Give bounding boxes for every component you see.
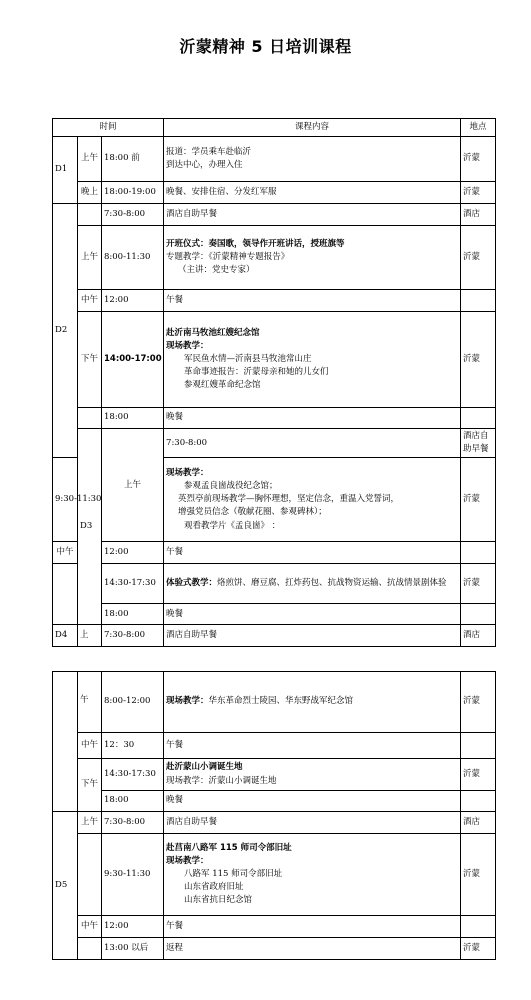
time-cell: 7:30-8:00 xyxy=(102,625,164,647)
table-row xyxy=(53,542,496,564)
location-cell: 沂蒙 xyxy=(461,226,496,290)
period-label: 午 xyxy=(78,672,102,733)
location-cell xyxy=(461,916,496,938)
location-cell: 沂蒙 xyxy=(461,564,496,604)
time-cell: 8:00-11:30 xyxy=(102,226,164,290)
schedule-table-page-2 xyxy=(52,671,496,960)
content-line: 山东省政府旧址 xyxy=(184,882,244,893)
period-label: 下午 xyxy=(78,759,102,812)
content-cell: 酒店自助早餐 xyxy=(461,429,496,458)
time-cell: 12：30 xyxy=(102,733,164,759)
table-row xyxy=(53,408,496,429)
period-label: 上午 xyxy=(78,226,102,290)
table-row xyxy=(53,137,496,182)
content-line: 山东省抗日纪念馆 xyxy=(184,895,253,906)
time-cell: 8:00-12:00 xyxy=(102,672,164,733)
period-label xyxy=(78,834,102,916)
content-cell: 晚餐 xyxy=(164,408,461,429)
content-cell xyxy=(164,672,461,733)
table-row xyxy=(53,290,496,312)
period-label: 上 xyxy=(78,625,102,647)
time-cell: 14:00-17:00 xyxy=(102,312,164,408)
day-label xyxy=(53,672,78,812)
table-row xyxy=(53,625,496,647)
day-label: D1 xyxy=(53,137,78,204)
content-label: 现场教学： xyxy=(166,696,209,707)
time-cell: 18:00 xyxy=(102,791,164,812)
location-cell xyxy=(461,290,496,312)
table-row xyxy=(53,672,496,733)
period-label: 下午 xyxy=(78,312,102,408)
content-line: 观看教学片《孟良崮》 ： xyxy=(184,520,281,531)
page-title: 沂蒙精神 5 日培训课程 xyxy=(179,37,352,56)
period-label: 中午 xyxy=(78,290,102,312)
table-row xyxy=(53,938,496,960)
content-line: 赴沂蒙山小调诞生地 xyxy=(166,762,243,773)
time-cell: 7:30-8:00 xyxy=(102,204,164,226)
content-cell xyxy=(164,458,461,542)
time-cell: 13:00 以后 xyxy=(102,938,164,960)
location-cell xyxy=(461,733,496,759)
table-row xyxy=(53,312,496,408)
content-cell xyxy=(164,312,461,408)
location-cell: 沂蒙 xyxy=(461,182,496,204)
time-cell: 18:00-19:00 xyxy=(102,182,164,204)
period-label: 中午 xyxy=(78,733,102,759)
time-cell: 18:00 前 xyxy=(102,137,164,182)
table-row xyxy=(53,182,496,204)
location-cell: 沂蒙 xyxy=(461,137,496,182)
location-cell: 沂蒙 xyxy=(461,834,496,916)
content-line: 参观红嫂革命纪念馆 xyxy=(184,380,261,391)
content-line: 到达中心，办理入住 xyxy=(166,160,243,170)
content-line: 参观孟良崮战役纪念馆； xyxy=(184,481,278,492)
table-header-row xyxy=(53,119,496,137)
content-line: 赴沂南马牧池红嫂纪念馆 xyxy=(166,327,260,338)
location-cell: 酒店 xyxy=(461,204,496,226)
period-label: 上午 xyxy=(78,137,102,182)
table-row xyxy=(53,564,496,604)
content-cell: 晚餐 xyxy=(164,604,461,625)
content-line: 增强党员信念（敬献花圈、参观碑林）； xyxy=(178,507,327,518)
day-label: D5 xyxy=(53,812,78,960)
location-cell xyxy=(461,791,496,812)
table-row xyxy=(53,429,496,458)
period-label: 中午 xyxy=(78,916,102,938)
table-row xyxy=(53,834,496,916)
content-cell: 午餐 xyxy=(164,542,461,564)
header-location: 地点 xyxy=(461,119,496,137)
table-row xyxy=(53,759,496,791)
location-cell: 酒店 xyxy=(461,625,496,647)
content-line: 现场教学：沂蒙山小调诞生地 xyxy=(166,775,277,786)
content-line: 专题教学：《沂蒙精神专题报告》 xyxy=(166,251,290,262)
period-label xyxy=(78,938,102,960)
period-label xyxy=(78,204,102,226)
table-row xyxy=(53,204,496,226)
location-cell: 沂蒙 xyxy=(461,938,496,960)
table-row xyxy=(53,916,496,938)
period-label: 上午 xyxy=(78,812,102,834)
content-label: 体验式教学： xyxy=(166,578,218,589)
time-cell: 7:30-8:00 xyxy=(164,429,461,458)
content-cell: 午餐 xyxy=(164,733,461,759)
day-label: D3 xyxy=(78,429,102,625)
location-cell: 沂蒙 xyxy=(461,458,496,542)
content-line: （主讲：党史专家） xyxy=(178,265,255,276)
content-line: 军民鱼水情—沂南县马牧池常山庄 xyxy=(184,353,312,364)
content-line: 八路军 115 师司令部旧址 xyxy=(184,868,283,879)
time-cell: 9:30-11:30 xyxy=(102,834,164,916)
content-line: 英烈亭前现场教学—胸怀理想，坚定信念，重温入党誓词， xyxy=(178,494,400,505)
time-cell: 18:00 xyxy=(102,408,164,429)
time-cell: 7:30-8:00 xyxy=(102,812,164,834)
content-cell: 酒店自助早餐 xyxy=(164,625,461,647)
content-cell xyxy=(164,226,461,290)
period-label xyxy=(53,564,78,625)
content-cell xyxy=(164,564,461,604)
content-cell: 午餐 xyxy=(164,290,461,312)
period-label: 上午 xyxy=(102,429,164,542)
content-text: 华东革命烈士陵园、华东野战军纪念馆 xyxy=(208,696,354,707)
location-cell xyxy=(461,604,496,625)
content-text: 烙煎饼、磨豆腐、扛炸药包、抗战物资运输、抗战情景剧体验 xyxy=(217,578,447,589)
time-cell: 14:30-17:30 xyxy=(102,759,164,791)
time-cell: 12:00 xyxy=(102,916,164,938)
time-cell: 12:00 xyxy=(102,542,164,564)
time-cell: 9:30-11:30 xyxy=(53,458,78,542)
content-line: 现场教学： xyxy=(166,340,209,351)
table-row xyxy=(53,812,496,834)
content-line: 赴莒南八路军 115 师司令部旧址 xyxy=(166,842,292,853)
content-cell xyxy=(164,137,461,182)
time-cell: 18:00 xyxy=(102,604,164,625)
period-label xyxy=(78,408,102,429)
content-cell: 返程 xyxy=(164,938,461,960)
time-cell: 12:00 xyxy=(102,290,164,312)
content-cell: 晚餐 xyxy=(164,791,461,812)
table-row xyxy=(53,604,496,625)
day-label: D2 xyxy=(53,204,78,458)
content-cell xyxy=(164,834,461,916)
schedule-table-page-1 xyxy=(52,118,496,647)
header-time: 时间 xyxy=(53,119,164,137)
period-label: 晚上 xyxy=(78,182,102,204)
content-line: 现场教学： xyxy=(166,855,209,866)
period-label: 中午 xyxy=(53,542,78,564)
location-cell: 沂蒙 xyxy=(461,672,496,733)
time-cell: 14:30-17:30 xyxy=(102,564,164,604)
table-row xyxy=(53,226,496,290)
content-cell: 晚餐、安排住宿、分发红军服 xyxy=(164,182,461,204)
location-cell: 沂蒙 xyxy=(461,312,496,408)
content-line: 现场教学： xyxy=(166,467,209,478)
content-cell xyxy=(164,759,461,791)
location-cell xyxy=(461,542,496,564)
table-row xyxy=(53,733,496,759)
content-cell: 午餐 xyxy=(164,916,461,938)
day-label: D4 xyxy=(53,625,78,647)
content-cell: 酒店自助早餐 xyxy=(164,204,461,226)
content-cell: 酒店自助早餐 xyxy=(164,812,461,834)
content-line: 报道：学员乘车赴临沂 xyxy=(166,146,252,157)
table-row xyxy=(53,791,496,812)
location-cell: 沂蒙 xyxy=(461,759,496,791)
location-cell xyxy=(461,408,496,429)
content-line: 开班仪式：奏国歌，领导作开班讲话，授班旗等 xyxy=(166,238,345,249)
location-cell: 酒店 xyxy=(461,812,496,834)
content-line: 革命事迹报告：沂蒙母亲和她的儿女们 xyxy=(184,367,329,378)
header-content: 课程内容 xyxy=(164,119,461,137)
